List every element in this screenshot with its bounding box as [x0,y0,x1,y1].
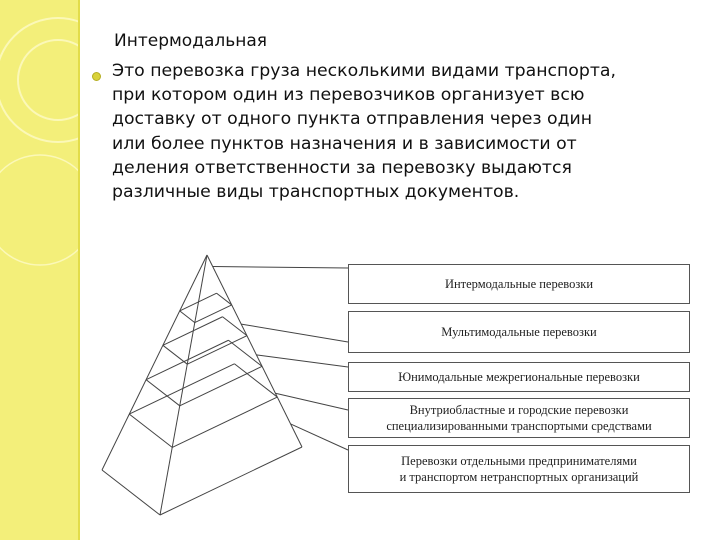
level-box-5: Перевозки отдельными предпринимателями и транспортом нетранспортных организаций [348,445,690,493]
leader-line-5 [291,424,348,450]
pyramid-layer-3-front-right [180,366,262,405]
pyramid-layer-4-back-left [129,364,234,414]
pyramid-layer-2-front-right [187,336,247,365]
pyramid-base-left [102,470,160,515]
level-box-3: Юнимодальные межрегиональные перевозки [348,362,690,392]
pyramid-layer-3-back-right [228,340,262,366]
leader-line-4 [275,393,348,410]
leader-line-2 [241,324,348,342]
leader-line-3 [256,355,348,367]
level-box-1: Интермодальные перевозки [348,264,690,304]
pyramid-edge-front [160,255,207,515]
pyramid-layer-2-back-right [223,317,247,336]
level-box-2: Мультимодальные перевозки [348,311,690,353]
pyramid-layer-1-back-left [180,293,217,311]
pyramid-edge-right [207,255,302,447]
pyramid-layer-4-front-right [172,397,277,447]
level-box-4: Внутриобластные и городские перевозки специализированными транспортыми средствами [348,398,690,438]
pyramid-layer-1-front-left [180,311,195,323]
definition-text: Это перевозка груза несколькими видами транспорта, при котором один из перевозчиков организует всю доставку от одного пункта отправления через один или более пунктов назначения и в зависимости от деления ответственности за перевозку выдаются различные виды транспортных документов. [112,61,616,203]
pyramid-layer-1-back-right [217,293,232,305]
pyramid-base-right [160,447,302,515]
slide-title: Интермодальная [114,31,268,51]
leader-line-1 [213,267,348,268]
pyramid-layer-3-back-left [146,340,228,379]
pyramid-layer-4-front-left [129,414,172,447]
pyramid-layer-4-back-right [234,364,277,397]
